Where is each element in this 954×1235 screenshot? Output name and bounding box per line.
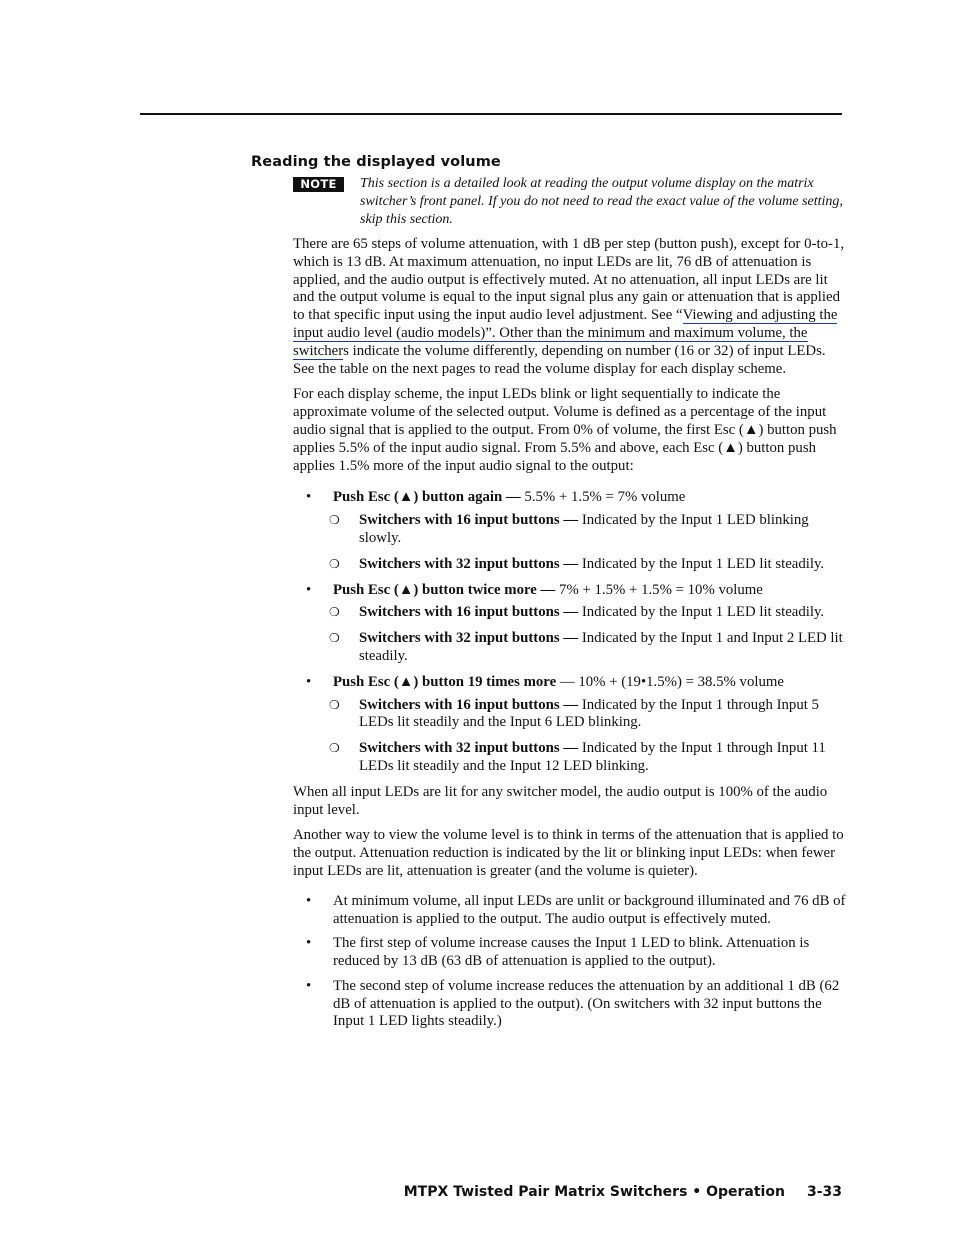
page-number: 3-33 bbox=[806, 1184, 842, 1200]
sub-bullet-marker: ❍ bbox=[329, 513, 340, 528]
page-footer bbox=[404, 1184, 842, 1200]
bullet-marker: • bbox=[306, 977, 312, 994]
paragraph-attenuation: Another way to view the volume level is to think in terms of the attenuation that is applied to the output. Attenuation reduction is indicated by the lit or blinking input LEDs: when fewer input LEDs are lit, attenuation is greater (and the volume is quieter). bbox=[293, 827, 844, 879]
bullet-marker: • bbox=[306, 935, 312, 952]
list-item: • The second step of volume increase reduces the attenuation by an additional 1 dB (62 dB of attenuation is applied to the output). (On switchers with 32 input buttons the Input 1 LED lights steadily.) bbox=[306, 977, 840, 1030]
sub-bullet-marker: ❍ bbox=[329, 556, 340, 571]
sub-bullet-marker: ❍ bbox=[329, 697, 340, 712]
list-item: • Push Esc (▲) button twice more — 7% + 1.5% + 1.5% = 10% volume bbox=[306, 581, 763, 598]
list-item: ❍ Switchers with 16 input buttons — Indicated by the Input 1 LED lit steadily. bbox=[329, 604, 825, 621]
paragraph-volume-steps: There are 65 steps of volume attenuation, with 1 dB per step (button push), except for 0-to-1, which is 13 dB. At maximum attenuation, no input LEDs are lit, 76 dB of attenuation is applied, and the audio output is effectively muted. At no attenuation, all input LEDs are lit and the output volume is equal to the input signal plus any gain or attenuation that is applied to that specific input using the input audio level adjustment. See “Viewing and adjusting the input audio level (audio models)”. Other than the minimum and maximum volume, the switchers indicate the volume differently, depending on number (16 or 32) of input LEDs. See the table on the next pages to read the volume display for each display scheme. bbox=[293, 236, 845, 377]
bullet-marker: • bbox=[306, 892, 312, 909]
paragraph-full-volume: When all input LEDs are lit for any switcher model, the audio output is 100% of the audio input level. bbox=[293, 783, 828, 818]
list-item: ❍ Switchers with 32 input buttons — Indicated by the Input 1 LED lit steadily. bbox=[329, 555, 825, 572]
list-item: • Push Esc (▲) button again — 5.5% + 1.5% = 7% volume bbox=[306, 489, 686, 506]
list-item: ❍ Switchers with 32 input buttons — Indicated by the Input 1 through Input 11 LEDs lit steadily and the Input 12 LED blinking. bbox=[329, 740, 826, 774]
step-list bbox=[293, 489, 846, 775]
bullet-marker: • bbox=[306, 673, 312, 690]
list-item: ❍ Switchers with 16 input buttons — Indicated by the Input 1 through Input 5 LEDs lit steadily and the Input 6 LED blinking. bbox=[329, 696, 819, 731]
footer-title: MTPX Twisted Pair Matrix Switchers • Operation bbox=[403, 1184, 785, 1200]
list-item: • At minimum volume, all input LEDs are unlit or background illuminated and 76 dB of attenuation is applied to the output. The audio output is effectively muted. bbox=[306, 892, 846, 927]
attenuation-list bbox=[293, 893, 846, 1032]
list-item: ❍ Switchers with 16 input buttons — Indicated by the Input 1 LED blinking slowly. bbox=[329, 512, 809, 546]
sub-bullet-marker: ❍ bbox=[329, 741, 340, 756]
list-item: ❍ Switchers with 32 input buttons — Indicated by the Input 1 and Input 2 LED lit steadily. bbox=[329, 630, 843, 664]
body-text bbox=[293, 236, 846, 1038]
sub-bullet-marker: ❍ bbox=[329, 605, 340, 620]
note-badge: NOTE bbox=[293, 177, 344, 192]
paragraph-display-scheme: For each display scheme, the input LEDs blink or light sequentially to indicate the approximate volume of the selected output. Volume is defined as a percentage of the input audio signal that is applied to the output. From 0% of volume, the first Esc (▲) button push applies 5.5% of the input audio signal. From 5.5% and above, each Esc (▲) button push applies 1.5% more of the input audio signal to the output: bbox=[293, 386, 837, 474]
list-item: • Push Esc (▲) button 19 times more — 10% + (19•1.5%) = 38.5% volume bbox=[306, 673, 784, 690]
bullet-marker: • bbox=[306, 489, 312, 506]
section-heading: Reading the displayed volume bbox=[251, 154, 501, 170]
sub-bullet-marker: ❍ bbox=[329, 631, 340, 646]
bullet-marker: • bbox=[306, 581, 312, 598]
header-rule bbox=[140, 113, 842, 115]
note-text: This section is a detailed look at reading the output volume display on the matrix switcher’s front panel. If you do not need to read the exact value of the volume setting, skip this section. bbox=[360, 176, 843, 227]
cross-reference-link[interactable]: Viewing and adjusting the input audio level (audio models)”. Other than the minimum and maximum volume, the switcher bbox=[293, 307, 838, 359]
list-item: • The first step of volume increase causes the Input 1 LED to blink. Attenuation is reduced by 13 dB (63 dB of attenuation is applied to the output). bbox=[306, 935, 810, 970]
